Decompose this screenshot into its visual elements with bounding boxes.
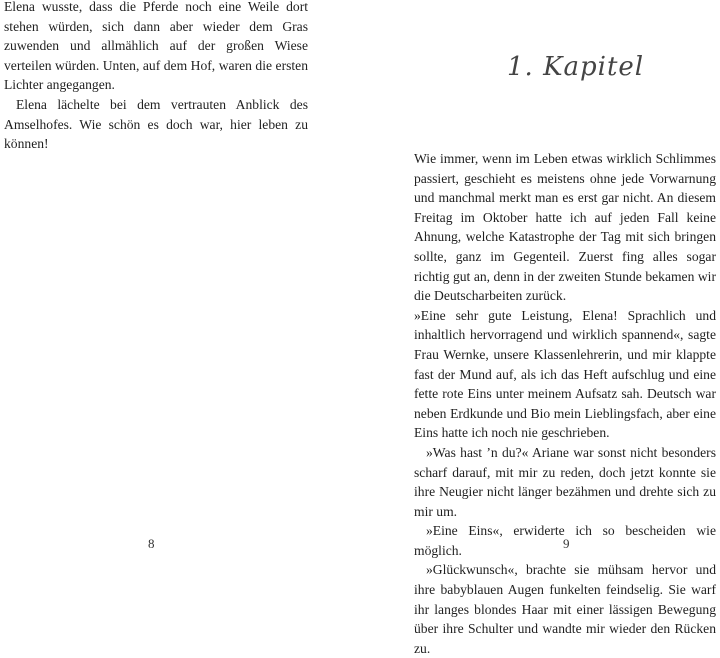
left-page-text — [4, 0, 308, 154]
right-paragraph-2: »Eine sehr gute Leistung, Elena! Sprachlich und inhaltlich hervorragend und wirklich spannend«, sagte Frau Wernke, unsere Klassenlehrerin, und mir klappte fast der Mund auf, als ich das Heft aufschlug und eine fette rote Eins unter meinem Aufsatz sah. Deutsch war neben Erdkunde und Bio mein Lieblingsfach, aber eine Eins hatte ich noch nie geschrieben. — [414, 307, 716, 441]
left-paragraph-1: Elena wusste, dass die Pferde noch eine Weile dort stehen würden, sich dann aber wieder dem Gras zuwenden und allmählich auf der großen Wiese verteilen würden. Unten, auf dem Hof, waren die ersten Lichter angegangen. — [4, 0, 308, 93]
right-paragraph-4: »Eine Eins«, erwiderte ich so bescheiden wie möglich. — [414, 523, 716, 558]
right-page-number: 9 — [563, 536, 570, 551]
left-page-number: 8 — [148, 536, 155, 551]
left-paragraph-2: Elena lächelte bei dem vertrauten Anblick des Amselhofes. Wie schön es doch war, hier leben zu können! — [4, 96, 308, 152]
right-page-text — [414, 149, 716, 658]
chapter-title: 1. Kapitel — [507, 52, 645, 82]
right-paragraph-1: Wie immer, wenn im Leben etwas wirklich Schlimmes passiert, geschieht es meistens ohne jede Vorwarnung und manchmal merkt man es erst gar nicht. An diesem Freitag im Oktober hatte ich auf jeden Fall keine Ahnung, welche Katastrophe der Tag mit sich bringen sollte, ganz im Gegenteil. Zuerst fing alles sogar richtig gut an, denn in der zweiten Stunde bekamen wir die Deutscharbeiten zurück. — [414, 151, 716, 304]
right-page — [360, 0, 720, 656]
left-page — [0, 0, 360, 551]
right-paragraph-3: »Was hast ’n du?« Ariane war sonst nicht besonders scharf darauf, mit mir zu reden, doch jetzt konnte sie ihre Neugier nicht länger bezähmen und drehte sich zu mir um. — [414, 444, 716, 519]
right-paragraph-5: »Glückwunsch«, brachte sie mühsam hervor und ihre babyblauen Augen funkelten feindselig. Sie warf ihr langes blondes Haar mit einer lässigen Bewegung über ihre Schulter und wandte mir wieder den Rücken zu. — [414, 562, 716, 656]
